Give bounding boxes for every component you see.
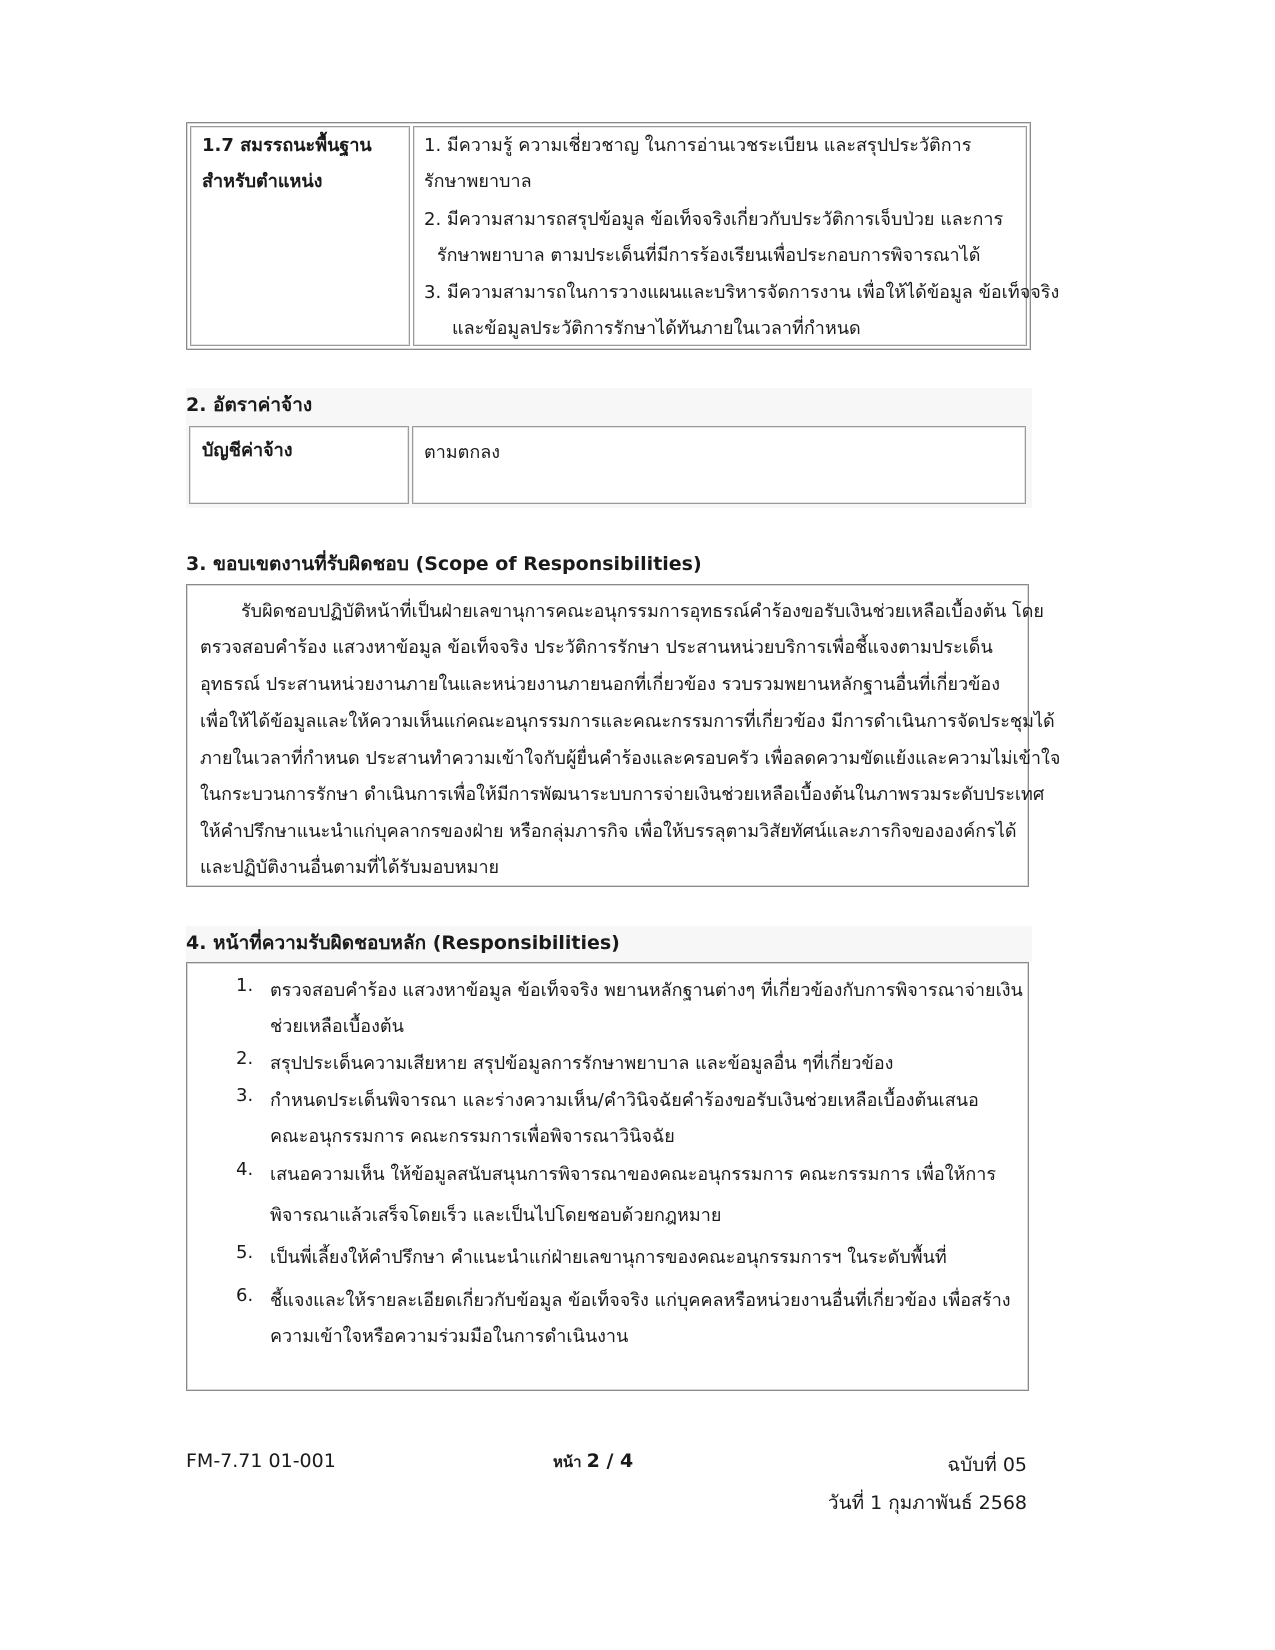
responsibility-6-line-2: ความเข้าใจหรือความร่วมมือในการดำเนินงาน bbox=[270, 1326, 629, 1347]
responsibility-4-line-2: พิจารณาแล้วเสร็จโดยเร็ว และเป็นไปโดยชอบด้วยกฎหมาย bbox=[270, 1205, 722, 1226]
competency-label-line-1: 1.7 สมรรถนะพื้นฐาน bbox=[202, 135, 372, 156]
scope-line-6: ในกระบวนการรักษา ดำเนินการเพื่อให้มีการพัฒนาระบบการจ่ายเงินช่วยเหลือเบื้องต้นในภาพรวมระดับประเทศ bbox=[200, 784, 1045, 805]
responsibility-1-line-1: ตรวจสอบคำร้อง แสวงหาข้อมูล ข้อเท็จจริง พยานหลักฐานต่างๆ ที่เกี่ยวข้องกับการพิจารณาจ่ายเงิน bbox=[270, 980, 1023, 1001]
footer-date: วันที่ 1 กุมภาพันธ์ 2568 bbox=[827, 1492, 1027, 1514]
responsibility-2-number: 2. bbox=[236, 1048, 254, 1069]
footer-page-number: 2 / 4 bbox=[586, 1450, 634, 1472]
responsibility-6-number: 6. bbox=[236, 1285, 254, 1306]
competency-item-3-line-2: และข้อมูลประวัติการรักษาได้ทันภายในเวลาที่กำหนด bbox=[452, 318, 861, 339]
footer-page-indicator bbox=[553, 1450, 633, 1474]
responsibility-1-number: 1. bbox=[236, 975, 254, 996]
wage-value-cell bbox=[412, 426, 1026, 504]
footer-page-label: หน้า bbox=[553, 1453, 582, 1471]
wage-value: ตามตกลง bbox=[424, 442, 501, 463]
scope-heading: 3. ขอบเขตงานที่รับผิดชอบ (Scope of Responsibilities) bbox=[186, 553, 702, 575]
responsibility-5-line-1: เป็นพี่เลี้ยงให้คำปรึกษา คำแนะนำแก่ฝ่ายเลขานุการของคณะอนุกรรมการฯ ในระดับพื้นที่ bbox=[270, 1247, 947, 1268]
scope-line-2: ตรวจสอบคำร้อง แสวงหาข้อมูล ข้อเท็จจริง ประวัติการรักษา ประสานหน่วยบริการเพื่อชี้แจงตามประเด็น bbox=[200, 637, 993, 658]
scope-line-7: ให้คำปรึกษาแนะนำแก่บุคลากรของฝ่าย หรือกลุ่มภารกิจ เพื่อให้บรรลุตามวิสัยทัศน์และภารกิจขององค์กรได้ bbox=[200, 821, 1017, 842]
competency-item-1-line-1: 1. มีความรู้ ความเชี่ยวชาญ ในการอ่านเวชระเบียน และสรุปประวัติการ bbox=[424, 135, 972, 156]
responsibility-2-line-1: สรุปประเด็นความเสียหาย สรุปข้อมูลการรักษาพยาบาล และข้อมูลอื่น ๆที่เกี่ยวข้อง bbox=[270, 1053, 894, 1074]
responsibilities-heading: 4. หน้าที่ความรับผิดชอบหลัก (Responsibilities) bbox=[186, 932, 620, 954]
scope-line-8: และปฏิบัติงานอื่นตามที่ได้รับมอบหมาย bbox=[200, 857, 500, 878]
responsibility-1-line-2: ช่วยเหลือเบื้องต้น bbox=[270, 1016, 404, 1037]
wage-label: บัญชีค่าจ้าง bbox=[202, 440, 293, 461]
competency-item-2-line-1: 2. มีความสามารถสรุปข้อมูล ข้อเท็จจริงเกี่ยวกับประวัติการเจ็บป่วย และการ bbox=[424, 209, 1004, 230]
competency-item-2-line-2: รักษาพยาบาล ตามประเด็นที่มีการร้องเรียนเพื่อประกอบการพิจารณาได้ bbox=[437, 245, 981, 266]
responsibility-4-line-1: เสนอความเห็น ให้ข้อมูลสนับสนุนการพิจารณาของคณะอนุกรรมการ คณะกรรมการ เพื่อให้การ bbox=[270, 1164, 997, 1185]
responsibility-5-number: 5. bbox=[236, 1242, 254, 1263]
responsibility-3-number: 3. bbox=[236, 1085, 254, 1106]
scope-line-1: รับผิดชอบปฏิบัติหน้าที่เป็นฝ่ายเลขานุการคณะอนุกรรมการอุทธรณ์คำร้องขอรับเงินช่วยเหลือเบื้องต้น โดย bbox=[241, 601, 1044, 622]
competency-item-3-line-1: 3. มีความสามารถในการวางแผนและบริหารจัดการงาน เพื่อให้ได้ข้อมูล ข้อเท็จจริง bbox=[424, 282, 1060, 303]
responsibility-3-line-2: คณะอนุกรรมการ คณะกรรมการเพื่อพิจารณาวินิจฉัย bbox=[270, 1126, 675, 1147]
footer-edition: ฉบับที่ 05 bbox=[947, 1454, 1027, 1476]
scope-line-3: อุทธรณ์ ประสานหน่วยงานภายในและหน่วยงานภายนอกที่เกี่ยวข้อง รวบรวมพยานหลักฐานอื่นที่เกี่ยวข้อง bbox=[200, 674, 1000, 695]
responsibility-6-line-1: ชี้แจงและให้รายละเอียดเกี่ยวกับข้อมูล ข้อเท็จจริง แก่บุคคลหรือหน่วยงานอื่นที่เกี่ยวข้อง เพื่อสร้าง bbox=[270, 1290, 1011, 1311]
competency-label-line-2: สำหรับตำแหน่ง bbox=[202, 171, 323, 192]
competency-item-1-line-2: รักษาพยาบาล bbox=[424, 171, 532, 192]
responsibility-4-number: 4. bbox=[236, 1159, 254, 1180]
wage-heading: 2. อัตราค่าจ้าง bbox=[186, 394, 313, 416]
scope-line-4: เพื่อให้ได้ข้อมูลและให้ความเห็นแก่คณะอนุกรรมการและคณะกรรมการที่เกี่ยวข้อง มีการดำเนินการจัดประชุมได้ bbox=[200, 711, 1055, 732]
responsibility-3-line-1: กำหนดประเด็นพิจารณา และร่างความเห็น/คำวินิจฉัยคำร้องขอรับเงินช่วยเหลือเบื้องต้นเสนอ bbox=[270, 1090, 979, 1111]
scope-line-5: ภายในเวลาที่กำหนด ประสานทำความเข้าใจกับผู้ยื่นคำร้องและครอบครัว เพื่อลดความขัดแย้งและความไม่เข้าใจ bbox=[200, 748, 1061, 769]
footer-form-code: FM-7.71 01-001 bbox=[186, 1450, 336, 1472]
competency-label-cell bbox=[190, 126, 410, 346]
